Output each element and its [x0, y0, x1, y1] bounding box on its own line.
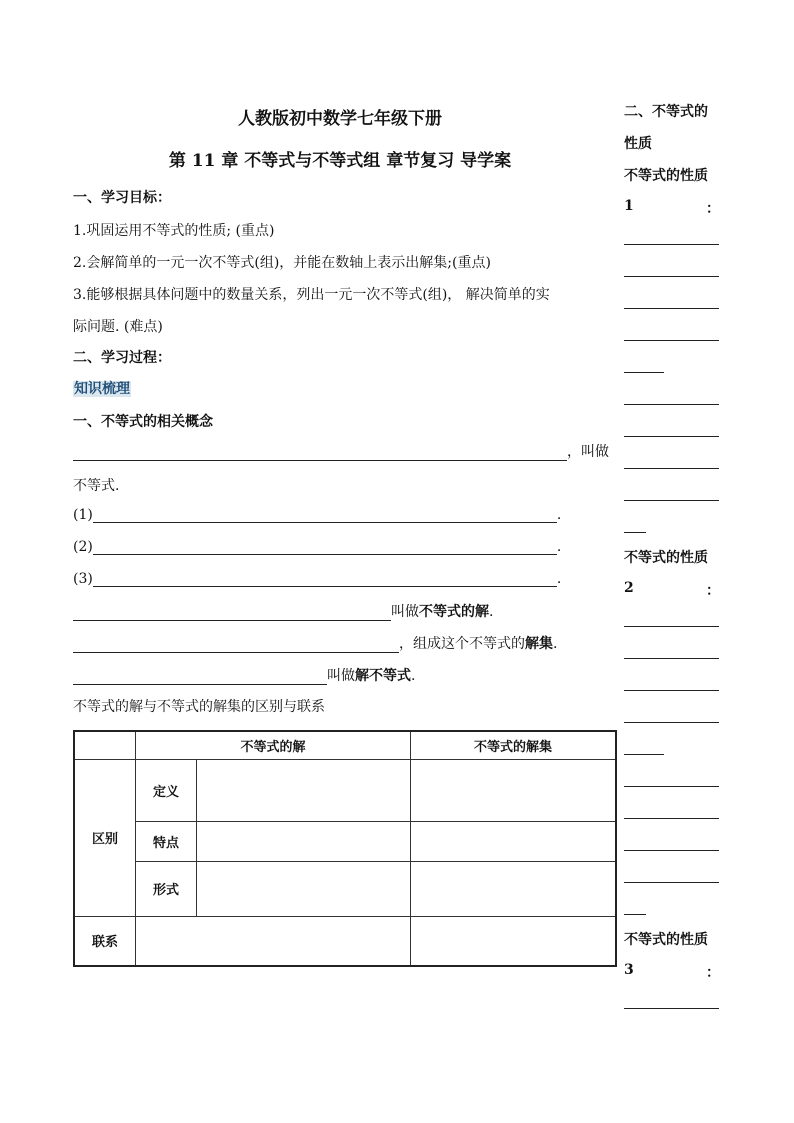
table-cell[interactable] [411, 861, 617, 916]
blank-line[interactable] [624, 372, 664, 373]
table-cell[interactable] [411, 916, 617, 966]
blank-line[interactable] [624, 690, 719, 691]
blank-line[interactable] [624, 658, 719, 659]
item-label: (3) [73, 571, 93, 587]
solve-end: . [411, 668, 416, 684]
chapter-title: 第 11 章 不等式与不等式组 章节复习 导学案 [168, 151, 512, 171]
blank-line[interactable] [93, 572, 557, 587]
blank-line[interactable] [73, 638, 399, 653]
table-corner [74, 731, 136, 759]
blank-line[interactable] [624, 244, 719, 245]
property-colon: ： [706, 583, 720, 599]
solution-set-line [73, 633, 557, 653]
blank-line[interactable] [93, 540, 557, 555]
item-1 [73, 507, 561, 523]
definition-cont: 不等式. [73, 478, 120, 494]
solution-text: 叫做 [391, 604, 419, 620]
property-3-number [624, 962, 724, 981]
property-1-label: 不等式的性质 [624, 168, 708, 184]
table-cell[interactable] [411, 821, 617, 861]
goal-2: 2.会解简单的一元一次不等式(组)，并能在数轴上表示出解集;(重点) [73, 255, 491, 271]
blank-line[interactable] [624, 404, 719, 405]
blank-line[interactable] [624, 500, 719, 501]
blank-line[interactable] [624, 1008, 719, 1009]
section-heading-process: 二、学习过程： [73, 350, 171, 366]
definition-suffix: ，叫做 [567, 444, 609, 460]
table-cell[interactable] [197, 759, 411, 821]
solve-term: 解不等式 [355, 668, 411, 684]
subsection-heading-concepts: 一、不等式的相关概念 [73, 414, 213, 430]
blank-line[interactable] [624, 340, 719, 341]
blank-line[interactable] [73, 606, 391, 621]
blank-line[interactable] [624, 532, 646, 533]
blank-line[interactable] [624, 914, 646, 915]
blank-line[interactable] [624, 722, 719, 723]
comparison-table [73, 730, 617, 967]
solution-end: . [489, 604, 494, 620]
item-label: (1) [73, 507, 93, 523]
table-cell[interactable] [411, 759, 617, 821]
property-number: 1 [624, 198, 634, 214]
property-number: 2 [624, 580, 634, 596]
table-cell[interactable] [197, 861, 411, 916]
table-row-form: 形式 [136, 861, 197, 916]
table-cell[interactable] [197, 821, 411, 861]
item-end: . [556, 539, 562, 555]
solve-text: 叫做 [327, 668, 355, 684]
blank-line[interactable] [624, 308, 719, 309]
solution-set-text: ，组成这个不等式的 [399, 636, 525, 652]
table-header-solution: 不等式的解 [136, 731, 411, 759]
item-end: . [556, 571, 562, 587]
blank-line[interactable] [73, 446, 567, 461]
section-heading-goals: 一、学习目标： [73, 190, 171, 206]
goal-1: 1.巩固运用不等式的性质; (重点) [73, 223, 275, 239]
property-2-label: 不等式的性质 [624, 550, 708, 566]
goal-3: 3.能够根据具体问题中的数量关系，列出一元一次不等式(组)， 解决简单的实 [73, 287, 550, 303]
knowledge-tag: 知识梳理 [74, 381, 130, 397]
sidebar-heading-cont: 性质 [624, 136, 652, 152]
table-row-link: 联系 [74, 916, 136, 966]
property-2-number [624, 580, 724, 599]
property-number: 3 [624, 962, 634, 978]
blank-line[interactable] [624, 786, 719, 787]
item-label: (2) [73, 539, 93, 555]
blank-line[interactable] [624, 754, 664, 755]
solution-term: 不等式的解 [419, 604, 489, 620]
goal-3-cont: 际问题. (难点) [73, 319, 163, 335]
solution-set-end: . [553, 636, 558, 652]
table-header-solution-set: 不等式的解集 [411, 731, 617, 759]
blank-line[interactable] [624, 850, 719, 851]
blank-line[interactable] [624, 468, 719, 469]
item-3 [73, 571, 561, 587]
blank-line[interactable] [624, 276, 719, 277]
property-colon: ： [706, 201, 720, 217]
table-cell[interactable] [136, 916, 411, 966]
page-title: 人教版初中数学七年级下册 [238, 109, 442, 129]
table-group-difference: 区别 [74, 759, 136, 916]
blank-line[interactable] [624, 626, 719, 627]
blank-line[interactable] [93, 508, 557, 523]
solution-set-term: 解集 [525, 636, 553, 652]
definition-line [73, 441, 609, 461]
table-row-feature: 特点 [136, 821, 197, 861]
blank-line[interactable] [624, 818, 719, 819]
sidebar-heading: 二、不等式的 [624, 104, 708, 120]
solve-line [73, 665, 415, 685]
comparison-caption: 不等式的解与不等式的解集的区别与联系 [73, 699, 325, 715]
item-end: . [556, 507, 562, 523]
blank-line[interactable] [624, 882, 719, 883]
solution-line [73, 601, 493, 621]
table-row-definition: 定义 [136, 759, 197, 821]
property-3-label: 不等式的性质 [624, 932, 708, 948]
item-2 [73, 539, 561, 555]
blank-line[interactable] [73, 670, 327, 685]
blank-line[interactable] [624, 436, 719, 437]
property-1-number [624, 198, 724, 217]
property-colon: ： [706, 965, 720, 981]
